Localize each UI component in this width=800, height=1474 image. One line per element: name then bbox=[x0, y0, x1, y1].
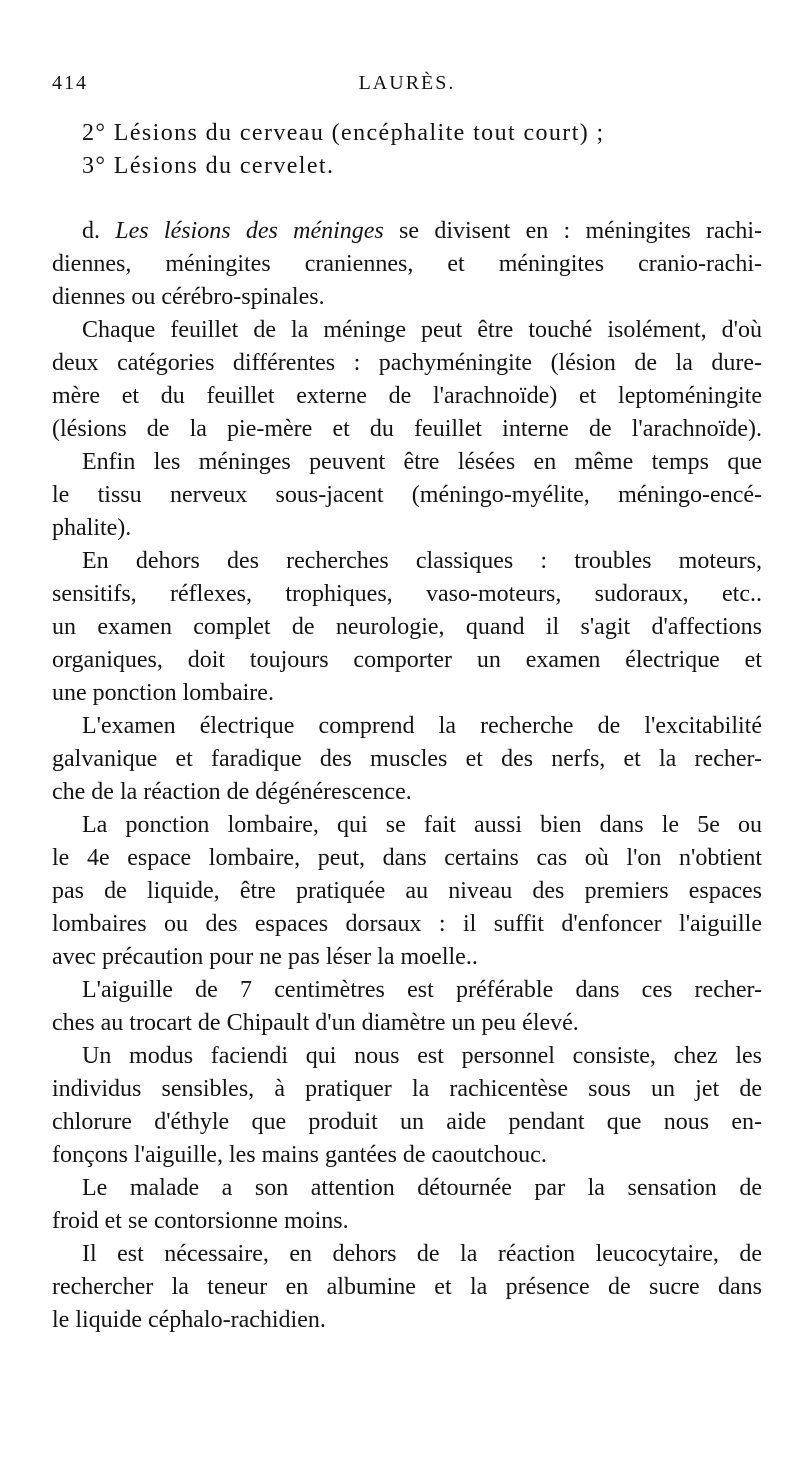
text-line: chlorure d'éthyle que produit un aide pendant que nous en- bbox=[52, 1109, 762, 1135]
text-line: rechercher la teneur en albumine et la présence de sucre dans bbox=[52, 1274, 762, 1300]
text-line: lombaires ou des espaces dorsaux : il suffit d'enfoncer l'aiguille bbox=[52, 911, 762, 937]
text-line: le 4e espace lombaire, peut, dans certains cas où l'on n'obtient bbox=[52, 845, 762, 871]
text-line: En dehors des recherches classiques : troubles moteurs, bbox=[82, 548, 762, 574]
text-line: Il est nécessaire, en dehors de la réaction leucocytaire, de bbox=[82, 1241, 762, 1267]
page-header bbox=[52, 72, 762, 102]
section-label: d. bbox=[82, 218, 100, 244]
text-line: Un modus faciendi qui nous est personnel consiste, chez les bbox=[82, 1043, 762, 1069]
text-line: Enfin les méninges peuvent être lésées en même temps que bbox=[82, 449, 762, 475]
text-line: L'aiguille de 7 centimètres est préférable dans ces recher- bbox=[82, 977, 762, 1003]
text-line: diennes, méningites craniennes, et méningites cranio-rachi- bbox=[52, 251, 762, 277]
text-line: deux catégories différentes : pachyméningite (lésion de la dure- bbox=[52, 350, 762, 376]
text-line: sensitifs, réflexes, trophiques, vaso-moteurs, sudoraux, etc.. bbox=[52, 581, 762, 607]
section-italic-phrase: Les lésions des méninges bbox=[115, 218, 384, 244]
text-line: ches au trocart de Chipault d'un diamètre un peu élevé. bbox=[52, 1010, 579, 1036]
text-line: galvanique et faradique des muscles et des nerfs, et la recher- bbox=[52, 746, 762, 772]
text-line: (lésions de la pie-mère et du feuillet interne de l'arachnoïde). bbox=[52, 416, 762, 442]
text-line: un examen complet de neurologie, quand il s'agit d'affections bbox=[52, 614, 762, 640]
text-line: Chaque feuillet de la méninge peut être touché isolément, d'où bbox=[82, 317, 762, 343]
text-line: fonçons l'aiguille, les mains gantées de caoutchouc. bbox=[52, 1142, 547, 1168]
text-line: une ponction lombaire. bbox=[52, 680, 274, 706]
text-line: pas de liquide, être pratiquée au niveau des premiers espaces bbox=[52, 878, 762, 904]
text-line: che de la réaction de dégénérescence. bbox=[52, 779, 412, 805]
text-line: avec précaution pour ne pas léser la moelle.. bbox=[52, 944, 478, 970]
text-line: individus sensibles, à pratiquer la rachicentèse sous un jet de bbox=[52, 1076, 762, 1102]
text-line: froid et se contorsionne moins. bbox=[52, 1208, 349, 1234]
text-line: mère et du feuillet externe de l'arachnoïde) et leptoméningite bbox=[52, 383, 762, 409]
section-d-first-line bbox=[82, 218, 762, 245]
list-item: 3° Lésions du cervelet. bbox=[82, 153, 335, 179]
text-line: La ponction lombaire, qui se fait aussi bien dans le 5e ou bbox=[82, 812, 762, 838]
text-line: le liquide céphalo-rachidien. bbox=[52, 1307, 326, 1333]
text-line: diennes ou cérébro-spinales. bbox=[52, 284, 325, 310]
section-first-line-rest: se divisent en : méningites rachi- bbox=[399, 218, 763, 244]
page-number: 414 bbox=[52, 72, 88, 94]
text-line: organiques, doit toujours comporter un examen électrique et bbox=[52, 647, 762, 673]
list-item: 2° Lésions du cerveau (encéphalite tout court) ; bbox=[82, 120, 605, 146]
text-line: L'examen électrique comprend la recherche de l'excitabilité bbox=[82, 713, 762, 739]
text-line: le tissu nerveux sous-jacent (méningo-myélite, méningo-encé- bbox=[52, 482, 762, 508]
text-line: Le malade a son attention détournée par la sensation de bbox=[82, 1175, 762, 1201]
text-line: phalite). bbox=[52, 515, 132, 541]
running-title: LAURÈS. bbox=[358, 72, 456, 94]
